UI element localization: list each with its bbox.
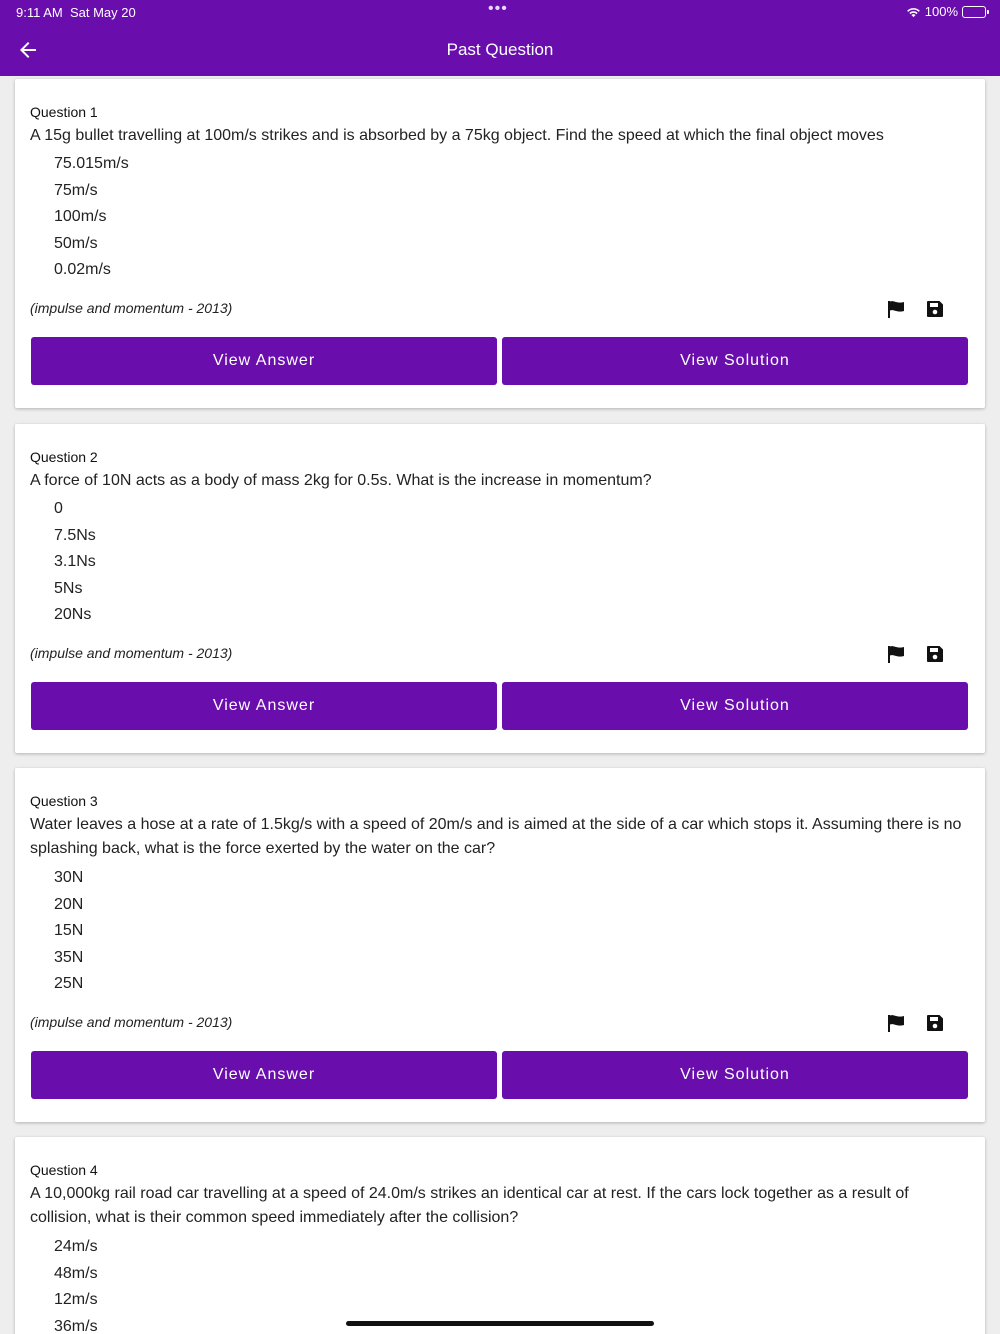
option-item[interactable]: 30N — [54, 869, 84, 886]
option-item[interactable]: 0.02m/s — [54, 261, 111, 278]
question-card — [15, 424, 985, 753]
flag-icon[interactable] — [887, 645, 905, 663]
wifi-icon — [906, 6, 921, 18]
view-solution-button[interactable]: View Solution — [502, 337, 968, 385]
view-solution-button[interactable]: View Solution — [502, 1051, 968, 1099]
option-item[interactable]: 50m/s — [54, 234, 98, 252]
view-answer-button[interactable]: View Answer — [31, 682, 497, 730]
option-item[interactable]: 7.5Ns — [54, 526, 96, 544]
question-card — [15, 768, 985, 1122]
question-text: A force of 10N acts as a body of mass 2kg for 0.5s. What is the increase in momentum? — [30, 472, 652, 489]
option-list — [54, 865, 83, 998]
question-text: A 10,000kg rail road car travelling at a speed of 24.0m/s strikes an identical car at rest. If the cars lock together as a result of collision, what is their common speed immediately after the collision? — [30, 1185, 909, 1226]
status-time: 9:11 AM Sat May 20 — [16, 5, 136, 20]
option-item[interactable]: 0 — [54, 500, 63, 517]
page-title: Past Question — [446, 40, 554, 59]
topic-label: (impulse and momentum - 2013) — [30, 645, 233, 661]
option-item[interactable]: 75m/s — [54, 181, 98, 199]
flag-icon[interactable] — [887, 1014, 905, 1032]
flag-icon[interactable] — [887, 300, 905, 318]
option-item[interactable]: 75.015m/s — [54, 155, 129, 172]
question-number: Question 3 — [30, 793, 98, 809]
question-number: Question 4 — [30, 1162, 98, 1178]
option-item[interactable]: 20Ns — [54, 606, 92, 623]
question-text: Water leaves a hose at a rate of 1.5kg/s with a speed of 20m/s and is aimed at the side of a car which stops it. Assuming there is no splashing back, what is the force exerted by the water on the car? — [30, 816, 962, 857]
option-item[interactable]: 12m/s — [54, 1291, 98, 1308]
floppy-disk-icon[interactable] — [926, 300, 944, 318]
status-indicators — [906, 4, 986, 19]
view-answer-button[interactable]: View Answer — [31, 337, 497, 385]
option-item[interactable]: 48m/s — [54, 1264, 98, 1282]
option-item[interactable]: 20N — [54, 895, 84, 913]
question-number: Question 2 — [30, 449, 98, 465]
app-bar — [0, 0, 1000, 76]
option-item[interactable]: 35N — [54, 948, 84, 966]
multitasking-dots-icon[interactable]: ••• — [488, 0, 508, 17]
view-answer-button[interactable]: View Answer — [31, 1051, 497, 1099]
option-item[interactable]: 25N — [54, 975, 84, 992]
option-item[interactable]: 36m/s — [54, 1317, 98, 1334]
view-solution-button[interactable]: View Solution — [502, 682, 968, 730]
battery-icon — [962, 6, 986, 18]
floppy-disk-icon[interactable] — [926, 1014, 944, 1032]
floppy-disk-icon[interactable] — [926, 645, 944, 663]
question-number: Question 1 — [30, 104, 98, 120]
topic-label: (impulse and momentum - 2013) — [30, 300, 233, 316]
option-list — [54, 151, 129, 284]
question-text: A 15g bullet travelling at 100m/s strikes and is absorbed by a 75kg object. Find the speed at which the final object moves — [30, 127, 884, 144]
option-item[interactable]: 5Ns — [54, 579, 83, 597]
option-item[interactable]: 100m/s — [54, 208, 107, 225]
option-list — [54, 1234, 98, 1334]
option-list — [54, 496, 96, 629]
option-item[interactable]: 3.1Ns — [54, 553, 96, 570]
option-item[interactable]: 15N — [54, 922, 84, 939]
option-item[interactable]: 24m/s — [54, 1238, 98, 1255]
topic-label: (impulse and momentum - 2013) — [30, 1014, 233, 1030]
question-list[interactable] — [0, 76, 1000, 1334]
question-card — [15, 79, 985, 408]
home-indicator[interactable] — [346, 1321, 654, 1326]
battery-percent: 100% — [924, 4, 958, 19]
question-card — [15, 1137, 985, 1334]
